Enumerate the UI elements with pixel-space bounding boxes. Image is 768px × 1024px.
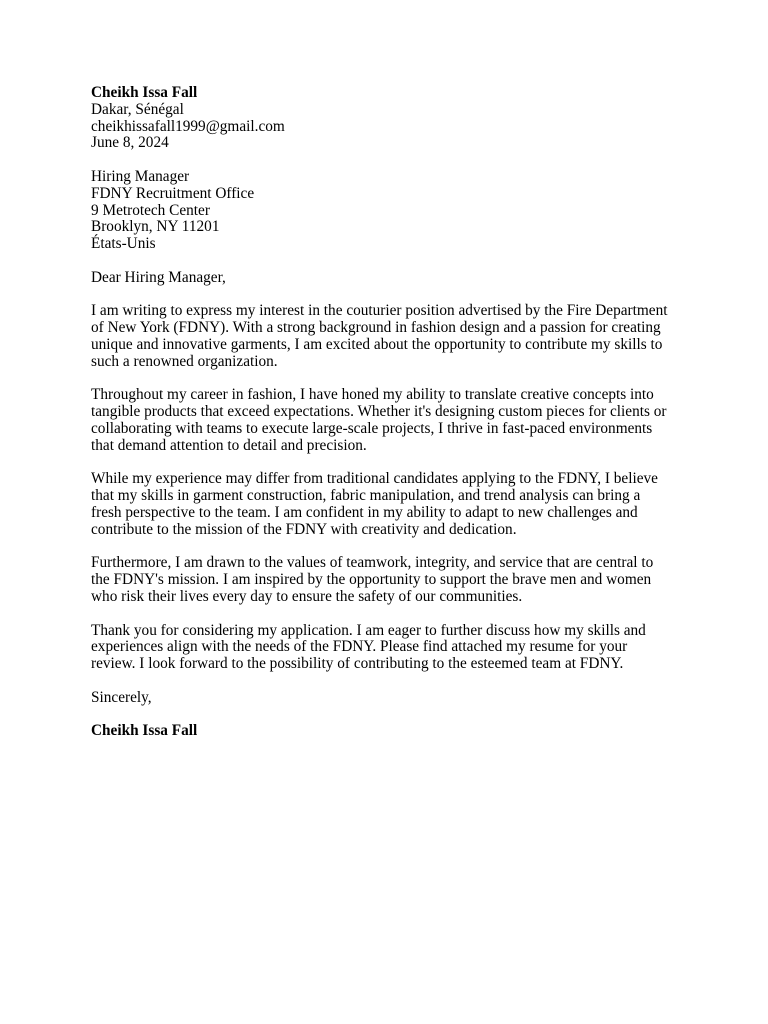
spacer: [91, 152, 691, 169]
spacer: [91, 539, 691, 556]
paragraph-line: While my experience may differ from traditional candidates applying to the FDNY, I believe: [91, 470, 658, 488]
sender-city: Dakar, Sénégal: [91, 100, 184, 118]
paragraph-line: review. I look forward to the possibility of contributing to the esteemed team at FDNY.: [91, 655, 624, 673]
paragraph-line: I am writing to express my interest in the couturier position advertised by the Fire Department: [91, 302, 668, 320]
cover-letter: [91, 85, 691, 740]
paragraph-2: [91, 387, 691, 454]
paragraph-line: Furthermore, I am drawn to the values of teamwork, integrity, and service that are central to: [91, 554, 654, 572]
sender-name: Cheikh Issa Fall: [91, 84, 198, 101]
paragraph-1: [91, 303, 691, 370]
closing: Sincerely,: [91, 688, 152, 706]
recipient-country: États-Unis: [91, 235, 156, 253]
letter-date: June 8, 2024: [91, 134, 169, 152]
paragraph-line: experiences align with the needs of the FDNY. Please find attached my resume for your: [91, 638, 628, 656]
paragraph-line: tangible products that exceed expectations. Whether it's designing custom pieces for clients or: [91, 403, 667, 421]
signature: Cheikh Issa Fall: [91, 722, 198, 740]
paragraph-line: such a renowned organization.: [91, 352, 278, 370]
spacer: [91, 706, 691, 723]
recipient-street: 9 Metrotech Center: [91, 201, 210, 219]
recipient-block: [91, 169, 691, 253]
paragraph-line: Throughout my career in fashion, I have honed my ability to translate creative concepts into: [91, 386, 654, 404]
spacer: [91, 253, 691, 270]
salutation: Dear Hiring Manager,: [91, 268, 226, 286]
recipient-title: Hiring Manager: [91, 167, 190, 185]
spacer: [91, 371, 691, 388]
recipient-city: Brooklyn, NY 11201: [91, 218, 220, 236]
paragraph-line: that demand attention to detail and precision.: [91, 436, 367, 454]
paragraph-line: unique and innovative garments, I am excited about the opportunity to contribute my skills to: [91, 335, 663, 353]
paragraph-line: who risk their lives every day to ensure the safety of our communities.: [91, 587, 523, 605]
spacer: [91, 606, 691, 623]
paragraph-4: [91, 555, 691, 605]
paragraph-line: contribute to the mission of the FDNY with creativity and dedication.: [91, 520, 517, 538]
paragraph-line: that my skills in garment construction, fabric manipulation, and trend analysis can bring a: [91, 487, 641, 505]
spacer: [91, 287, 691, 304]
spacer: [91, 673, 691, 690]
paragraph-3: [91, 471, 691, 538]
sender-block: [91, 85, 691, 152]
paragraph-line: fresh perspective to the team. I am confident in my ability to adapt to new challenges and: [91, 503, 638, 521]
paragraph-line: Thank you for considering my application. I am eager to further discuss how my skills and: [91, 621, 646, 639]
paragraph-line: of New York (FDNY). With a strong background in fashion design and a passion for creating: [91, 319, 661, 337]
paragraph-5: [91, 623, 691, 673]
recipient-office: FDNY Recruitment Office: [91, 184, 255, 202]
paragraph-line: collaborating with teams to execute large-scale projects, I thrive in fast-paced environments: [91, 419, 653, 437]
spacer: [91, 455, 691, 472]
sender-email: cheikhissafall1999@gmail.com: [91, 117, 285, 135]
paragraph-line: the FDNY's mission. I am inspired by the opportunity to support the brave men and women: [91, 571, 652, 589]
